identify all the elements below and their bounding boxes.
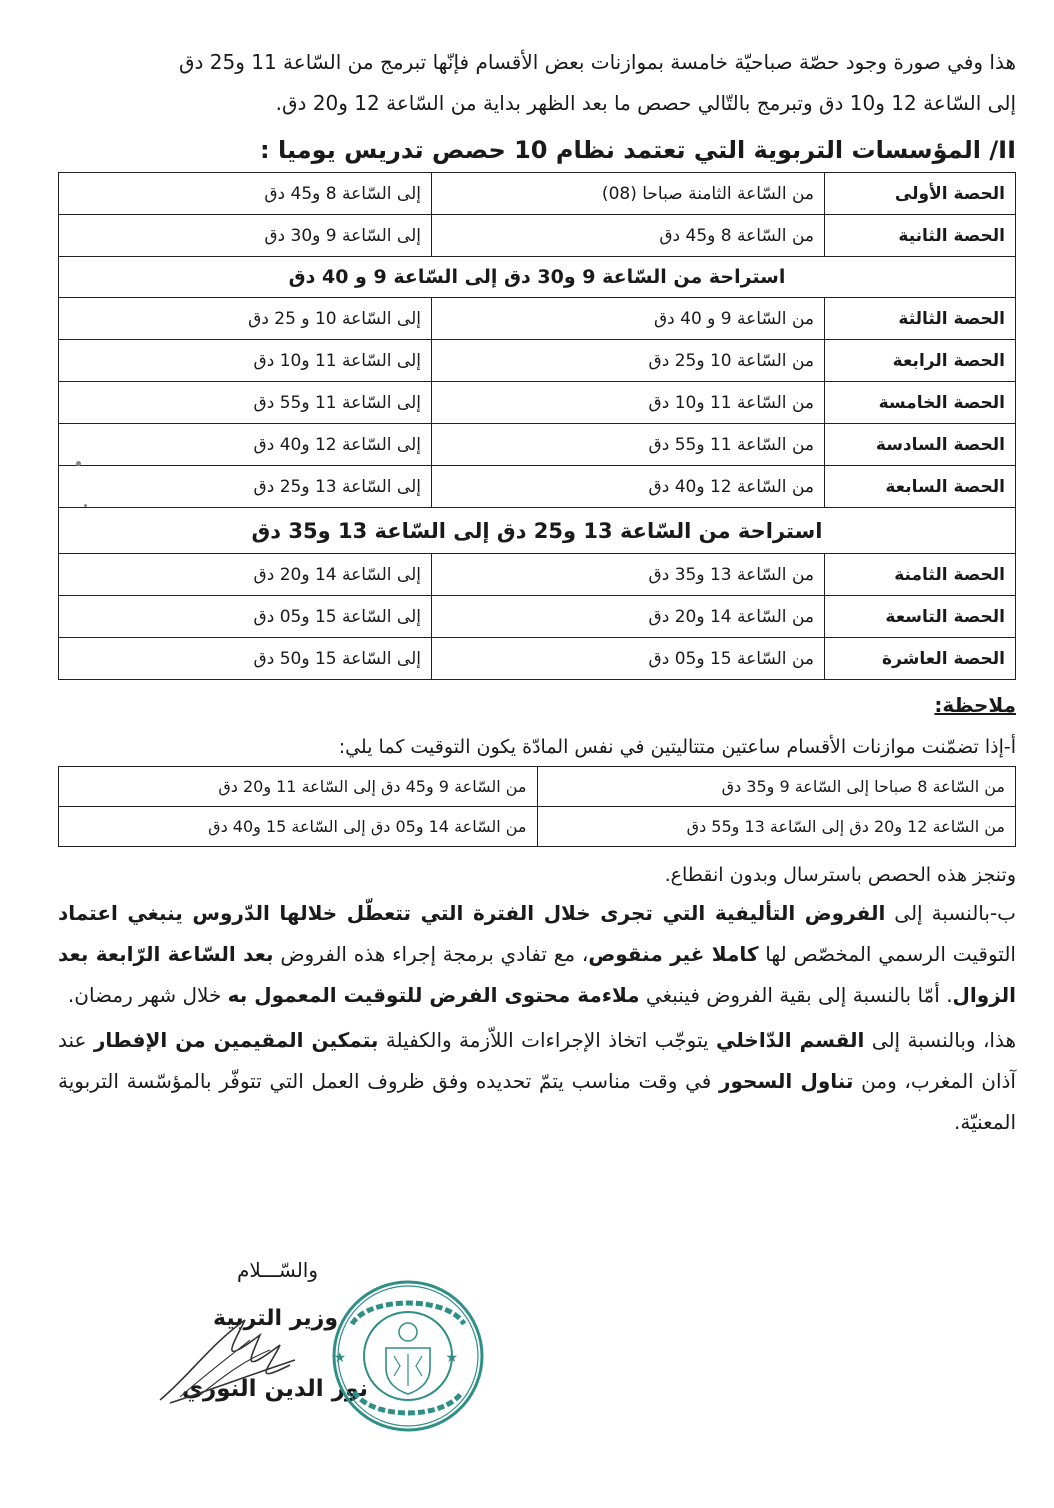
table-cell: من السّاعة 8 صباحا إلى السّاعة 9 و35 دق [537,767,1016,807]
table-row [59,807,1016,847]
table-row [59,340,1016,382]
intro-line-1: هذا وفي صورة وجود حصّة صباحيّة خامسة بموازنات بعض الأقسام فإنّها تبرمج من السّاعة 11 و25 دق [179,50,1016,74]
text-span: ب-بالنسبة إلى [885,901,1017,925]
break-row [59,508,1016,554]
bold-span: ملاءمة محتوى الفرض للتوقيت المعمول به [227,983,640,1007]
session-name: الحصة الثامنة [825,554,1016,596]
session-start: من السّاعة 15 و05 دق [432,638,825,680]
table-row [59,596,1016,638]
bold-span: القسم الدّاخلي [716,1028,865,1052]
table-cell: من السّاعة 14 و05 دق إلى السّاعة 15 و40 دق [59,807,538,847]
closing-salutation: والسّـــلام [236,1258,318,1282]
session-end: إلى السّاعة 11 و55 دق [59,382,432,424]
table-row [59,554,1016,596]
session-name: الحصة الأولى [825,173,1016,215]
session-start: من السّاعة 14 و20 دق [432,596,825,638]
speck-mark [84,504,87,507]
consecutive-hours-table [58,766,1016,847]
signatory-role: وزير التربية [213,1306,338,1331]
session-name: الحصة العاشرة [825,638,1016,680]
boarding-paragraph [58,1020,1016,1143]
break-label: استراحة من السّاعة 9 و30 دق إلى السّاعة 9 و 40 دق [59,257,1016,298]
schedule-table [58,172,1016,680]
session-end: إلى السّاعة 12 و40 دق [59,424,432,466]
table-row [59,173,1016,215]
note-label: ملاحظة: [934,693,1016,717]
note-b-paragraph [58,893,1016,1016]
handwritten-signature [150,1305,300,1415]
table-row [59,424,1016,466]
table-row [59,767,1016,807]
text-span: خلال شهر رمضان. [67,983,228,1007]
session-start: من السّاعة 11 و10 دق [432,382,825,424]
table-cell: من السّاعة 12 و20 دق إلى السّاعة 13 و55 دق [537,807,1016,847]
session-end: إلى السّاعة 9 و30 دق [59,215,432,257]
text-span: التوقيت الرسمي المخصّص لها [758,942,1016,966]
table-row [59,466,1016,508]
table-row [59,382,1016,424]
break-label: استراحة من السّاعة 13 و25 دق إلى السّاعة 13 و35 دق [59,508,1016,554]
section-heading: II/ المؤسسات التربوية التي تعتمد نظام 10 حصص تدريس يوميا : [260,136,1016,164]
session-start: من السّاعة 13 و35 دق [432,554,825,596]
text-span: هذا، وبالنسبة إلى [864,1028,1017,1052]
svg-text:★: ★ [445,1350,458,1366]
bold-span: كاملا غير منقوص [588,942,759,966]
speck-mark [76,461,81,466]
bold-span: بعد السّاعة الرّابعة بعد الزوال [58,942,1016,1007]
bold-span: الفروض التأليفية التي تجرى خلال الفترة التي تتعطّل خلالها الدّروس ينبغي اعتماد [58,901,886,925]
session-name: الحصة الثالثة [825,298,1016,340]
session-end: إلى السّاعة 14 و20 دق [59,554,432,596]
session-end: إلى السّاعة 15 و50 دق [59,638,432,680]
bold-span: بتمكين المقيمين من الإفطار [93,1028,379,1052]
session-start: من السّاعة الثامنة صباحا (08) [432,173,825,215]
session-start: من السّاعة 12 و40 دق [432,466,825,508]
session-name: الحصة الثانية [825,215,1016,257]
session-end: إلى السّاعة 13 و25 دق [59,466,432,508]
session-name: الحصة الخامسة [825,382,1016,424]
text-span: عند آذان المغرب، ومن [58,1028,1016,1093]
table-row [59,298,1016,340]
session-end: إلى السّاعة 15 و05 دق [59,596,432,638]
text-span: يتوجّب اتخاذ الإجراءات اللاّزمة والكفيلة [378,1028,716,1052]
session-start: من السّاعة 11 و55 دق [432,424,825,466]
svg-text:★: ★ [333,1350,346,1366]
note-a: أ-إذا تضمّنت موازنات الأقسام ساعتين متتاليتين في نفس المادّة يكون التوقيت كما يلي: [338,736,1016,758]
intro-paragraph [58,42,1016,124]
session-name: الحصة الرابعة [825,340,1016,382]
session-start: من السّاعة 10 و25 دق [432,340,825,382]
text-span: في وقت مناسب يتمّ تحديده وفق ظروف العمل التي تتوفّر بالمؤسّسة التربوية المعنيّة. [58,1069,1016,1134]
table-cell: من السّاعة 9 و45 دق إلى السّاعة 11 و20 دق [59,767,538,807]
session-end: إلى السّاعة 11 و10 دق [59,340,432,382]
bold-span: تناول السحور [719,1069,854,1093]
break-row [59,257,1016,298]
session-name: الحصة التاسعة [825,596,1016,638]
text-span: ، مع تفادي برمجة إجراء هذه الفروض [273,942,589,966]
session-end: إلى السّاعة 10 و 25 دق [59,298,432,340]
official-seal [328,1276,488,1436]
table-row [59,215,1016,257]
continuous-note: وتنجز هذه الحصص باسترسال وبدون انقطاع. [664,864,1016,886]
session-end: إلى السّاعة 8 و45 دق [59,173,432,215]
session-name: الحصة السادسة [825,424,1016,466]
session-start: من السّاعة 9 و 40 دق [432,298,825,340]
table-row [59,638,1016,680]
text-span: . أمّا بالنسبة إلى بقية الفروض فينبغي [639,983,953,1007]
signatory-name: نور الدين النوري [181,1376,368,1402]
intro-line-2: إلى السّاعة 12 و10 دق وتبرمج بالتّالي حصص ما بعد الظهر بداية من السّاعة 12 و20 دق. [275,91,1016,115]
session-start: من السّاعة 8 و45 دق [432,215,825,257]
session-name: الحصة السابعة [825,466,1016,508]
